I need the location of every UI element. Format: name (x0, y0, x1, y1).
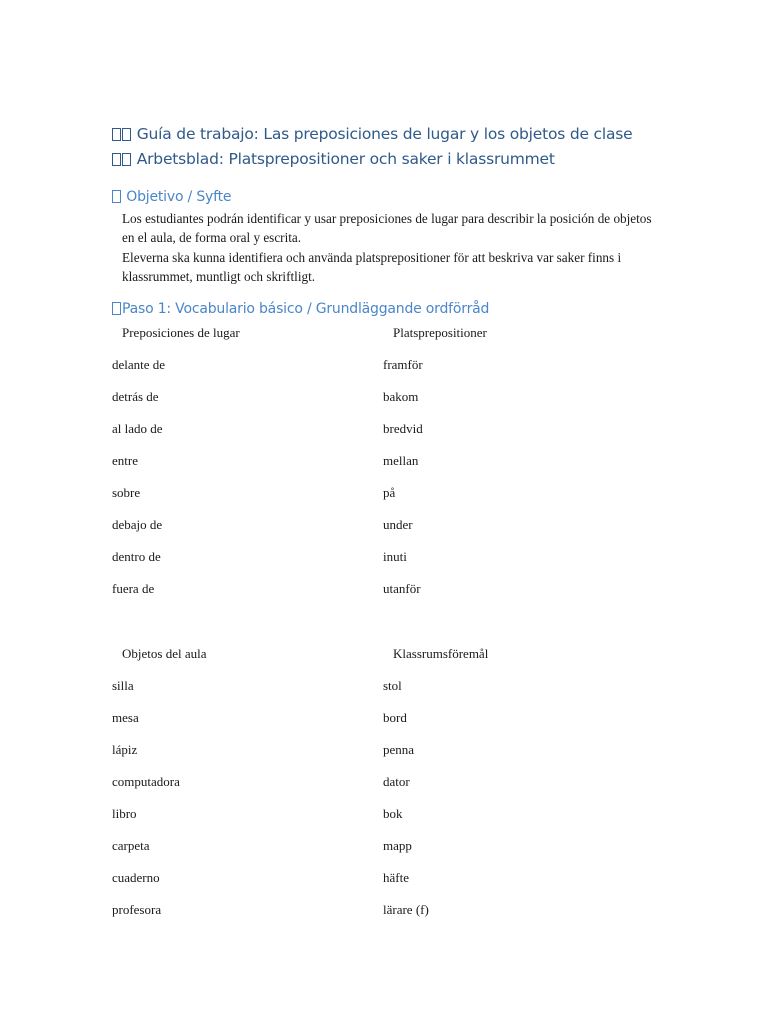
table-row (112, 453, 672, 485)
cell-spanish: delante de (112, 357, 166, 372)
flag-icon (112, 128, 121, 141)
cell-spanish: silla (112, 678, 134, 693)
cell-swedish: utanför (383, 581, 421, 596)
header-spanish: Preposiciones de lugar (122, 325, 240, 340)
table-row (112, 389, 672, 421)
table-row (112, 710, 672, 742)
objective-heading-text: Objetivo / Syfte (126, 189, 232, 205)
table-row (112, 485, 672, 517)
cell-spanish: al lado de (112, 421, 163, 436)
flag-icon (122, 153, 131, 166)
target-icon (112, 190, 121, 203)
cell-spanish: libro (112, 806, 137, 821)
objects-table (112, 646, 672, 934)
objective-text-es: Los estudiantes podrán identificar y usar preposiciones de lugar para describir la posición de objetos en el aula, de forma oral y escrita. (122, 211, 652, 246)
cell-spanish: debajo de (112, 517, 163, 532)
cell-swedish: under (383, 517, 413, 532)
cell-swedish: bredvid (383, 421, 423, 436)
cell-swedish: dator (383, 774, 410, 789)
cell-swedish: framför (383, 357, 423, 372)
step1-heading-text: Paso 1: Vocabulario básico / Grundläggande ordförråd (122, 301, 490, 317)
table-row (112, 421, 672, 453)
title-swedish (112, 150, 555, 168)
cell-swedish: lärare (f) (383, 902, 429, 917)
cell-swedish: bord (383, 710, 407, 725)
cell-spanish: detrás de (112, 389, 159, 404)
cell-spanish: dentro de (112, 549, 161, 564)
objective-heading (112, 189, 231, 205)
cell-spanish: profesora (112, 902, 162, 917)
prepositions-table (112, 325, 672, 613)
table-row (112, 581, 672, 613)
table-header (112, 325, 672, 357)
cell-swedish: bakom (383, 389, 419, 404)
table-header (112, 646, 672, 678)
cell-spanish: sobre (112, 485, 141, 500)
table-row (112, 517, 672, 549)
cell-spanish: computadora (112, 774, 180, 789)
table-row (112, 806, 672, 838)
title-spanish-text: Guía de trabajo: Las preposiciones de lugar y los objetos de clase (136, 125, 633, 143)
objective-text-sv: Eleverna ska kunna identifiera och använda platsprepositioner för att beskriva var saker finns i klassrummet, muntligt och skriftligt. (122, 249, 622, 284)
table-row (112, 742, 672, 774)
objective-paragraph (112, 209, 657, 286)
table-row (112, 902, 672, 934)
cell-swedish: på (383, 485, 396, 500)
title-spanish (112, 125, 632, 143)
table-row (112, 357, 672, 389)
cell-spanish: mesa (112, 710, 139, 725)
table-row (112, 870, 672, 902)
cell-swedish: inuti (383, 549, 407, 564)
cell-spanish: entre (112, 453, 138, 468)
cell-swedish: penna (383, 742, 415, 757)
table-row (112, 774, 672, 806)
cell-spanish: carpeta (112, 838, 150, 853)
cell-spanish: lápiz (112, 742, 138, 757)
table-row (112, 678, 672, 710)
cell-spanish: fuera de (112, 581, 155, 596)
cell-spanish: cuaderno (112, 870, 160, 885)
table-row (112, 838, 672, 870)
header-swedish: Platsprepositioner (393, 325, 487, 340)
cell-swedish: häfte (383, 870, 409, 885)
cell-swedish: bok (383, 806, 403, 821)
table-row (112, 549, 672, 581)
cell-swedish: mellan (383, 453, 419, 468)
header-swedish: Klassrumsföremål (393, 646, 489, 661)
flag-icon (122, 128, 131, 141)
cell-swedish: stol (383, 678, 402, 693)
flag-icon (112, 153, 121, 166)
step-icon (112, 302, 121, 315)
cell-swedish: mapp (383, 838, 412, 853)
title-swedish-text: Arbetsblad: Platsprepositioner och saker i klassrummet (136, 150, 555, 168)
step1-heading (112, 301, 489, 317)
header-spanish: Objetos del aula (122, 646, 207, 661)
